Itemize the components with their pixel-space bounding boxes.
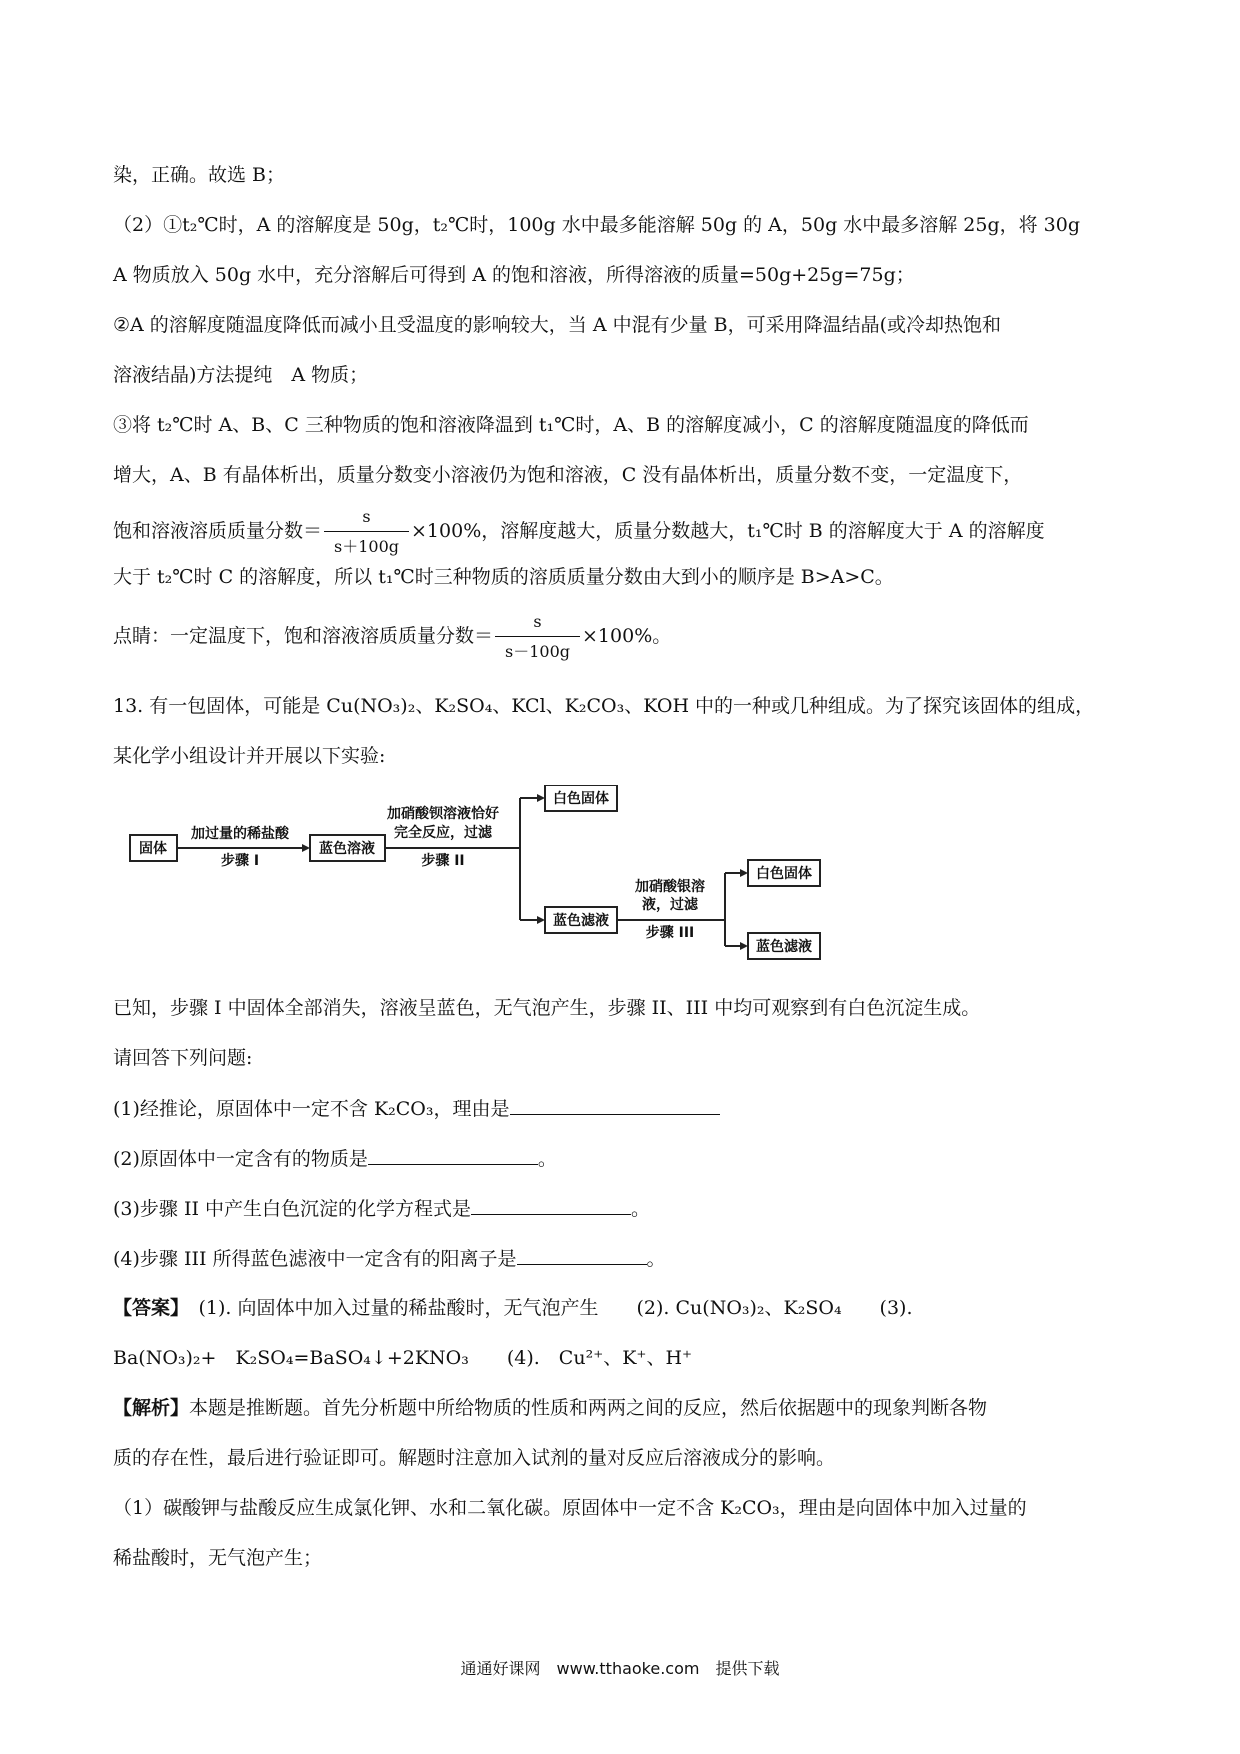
label-step1-reagent: 加过量的稀盐酸	[191, 826, 289, 842]
fraction	[495, 610, 580, 664]
fraction-denominator: s＋100g	[334, 537, 400, 556]
answer-blank[interactable]	[510, 1096, 720, 1115]
label-step3-condition: 液，过滤	[642, 897, 698, 913]
text-line: 请回答下列问题:	[113, 1047, 253, 1069]
text-line: （2）①t₂℃时，A 的溶解度是 50g，t₂℃时，100g 水中最多能溶解 50g 的 A，50g 水中最多溶解 25g，将 30g	[113, 214, 1081, 236]
label-step2: 步骤 II	[421, 853, 465, 869]
answer-line	[113, 1296, 913, 1320]
sub-question-3	[113, 1196, 650, 1221]
fraction-denominator: s－100g	[505, 642, 571, 661]
analysis-label: 【解析】	[113, 1397, 190, 1419]
answer-blank[interactable]	[517, 1246, 647, 1265]
analysis-line: 质的存在性，最后进行验证即可。解题时注意加入试剂的量对反应后溶液成分的影响。	[113, 1447, 836, 1469]
page-footer: 通通好课网 www.tthaoke.com 提供下载	[460, 1659, 780, 1678]
experiment-flowchart	[125, 785, 845, 965]
formula-text: ×100%。	[582, 625, 672, 647]
period: 。	[631, 1198, 651, 1220]
analysis-text: 本题是推断题。首先分析题中所给物质的性质和两两之间的反应，然后依据题中的现象判断各物	[189, 1397, 988, 1419]
label-solid: 固体	[139, 841, 167, 857]
label-step3-reagent: 加硝酸银溶	[635, 879, 705, 895]
text-line: 大于 t₂℃时 C 的溶解度，所以 t₁℃时三种物质的溶质质量分数由大到小的顺序是 B>A>C。	[113, 566, 894, 588]
label-blue-filtrate-2: 蓝色滤液	[756, 939, 812, 955]
formula-line	[113, 505, 1045, 559]
label-step1: 步骤 I	[220, 853, 260, 869]
fraction-numerator: s	[324, 505, 409, 532]
analysis-line: （1）碳酸钾与盐酸反应生成氯化钾、水和二氧化碳。原固体中一定不含 K₂CO₃，理由是向固体中加入过量的	[113, 1497, 1027, 1519]
sub-question-1	[113, 1096, 720, 1121]
answer-label: 【答案】	[113, 1297, 180, 1319]
label-white-solid-1: 白色固体	[553, 791, 609, 807]
label-blue-filtrate-1: 蓝色滤液	[553, 913, 609, 929]
text-line: 某化学小组设计并开展以下实验:	[113, 745, 386, 767]
text-line: 增大，A、B 有晶体析出，质量分数变小溶液仍为饱和溶液，C 没有晶体析出，质量分数不变，一定温度下，	[113, 464, 1023, 486]
question-text: (2)原固体中一定含有的物质是	[113, 1148, 368, 1170]
question-text: (4)步骤 III 所得蓝色滤液中一定含有的阳离子是	[113, 1248, 517, 1270]
analysis-line: 稀盐酸时，无气泡产生；	[113, 1547, 323, 1569]
label-step3: 步骤 III	[645, 925, 695, 941]
fraction-numerator: s	[495, 610, 580, 637]
analysis-line	[113, 1396, 987, 1420]
formula-line	[113, 610, 671, 664]
answer-blank[interactable]	[368, 1146, 538, 1165]
fraction	[324, 505, 409, 559]
period: 。	[646, 1248, 666, 1270]
formula-text: 点睛：一定温度下，饱和溶液溶质质量分数＝	[113, 625, 494, 647]
text-line: ③将 t₂℃时 A、B、C 三种物质的饱和溶液降温到 t₁℃时，A、B 的溶解度减小，C 的溶解度随温度的降低而	[113, 414, 1029, 436]
text-line: 已知，步骤 I 中固体全部消失，溶液呈蓝色，无气泡产生，步骤 II、III 中均可观察到有白色沉淀生成。	[113, 997, 981, 1019]
label-step2-condition: 完全反应，过滤	[394, 825, 492, 841]
question-stem: 13. 有一包固体，可能是 Cu(NO₃)₂、K₂SO₄、KCl、K₂CO₃、KOH 中的一种或几种组成。为了探究该固体的组成，	[113, 695, 1095, 717]
sub-question-2	[113, 1146, 557, 1171]
text-line: 染，正确。故选 B；	[113, 164, 286, 186]
answer-text: (1). 向固体中加入过量的稀盐酸时，无气泡产生 (2). Cu(NO₃)₂、K₂SO₄ (3).	[179, 1297, 913, 1319]
text-line: A 物质放入 50g 水中，充分溶解后可得到 A 的饱和溶液，所得溶液的质量=50g+25g=75g；	[113, 264, 915, 286]
question-text: (1)经推论，原固体中一定不含 K₂CO₃，理由是	[113, 1098, 510, 1120]
answer-line: Ba(NO₃)₂+ K₂SO₄=BaSO₄↓+2KNO₃ (4). Cu²⁺、K⁺、H⁺	[113, 1347, 693, 1369]
text-line: ②A 的溶解度随温度降低而减小且受温度的影响较大，当 A 中混有少量 B，可采用降温结晶(或冷却热饱和	[113, 314, 1002, 336]
formula-text: ×100%，溶解度越大，质量分数越大，t₁℃时 B 的溶解度大于 A 的溶解度	[411, 520, 1045, 542]
question-text: (3)步骤 II 中产生白色沉淀的化学方程式是	[113, 1198, 472, 1220]
label-white-solid-2: 白色固体	[756, 866, 812, 882]
label-blue-solution: 蓝色溶液	[319, 841, 375, 857]
label-step2-reagent: 加硝酸钡溶液恰好	[387, 806, 499, 822]
sub-question-4	[113, 1246, 666, 1271]
formula-text: 饱和溶液溶质质量分数＝	[113, 520, 323, 542]
answer-blank[interactable]	[471, 1196, 631, 1215]
text-line: 溶液结晶)方法提纯 A 物质；	[113, 364, 369, 386]
period: 。	[537, 1148, 557, 1170]
